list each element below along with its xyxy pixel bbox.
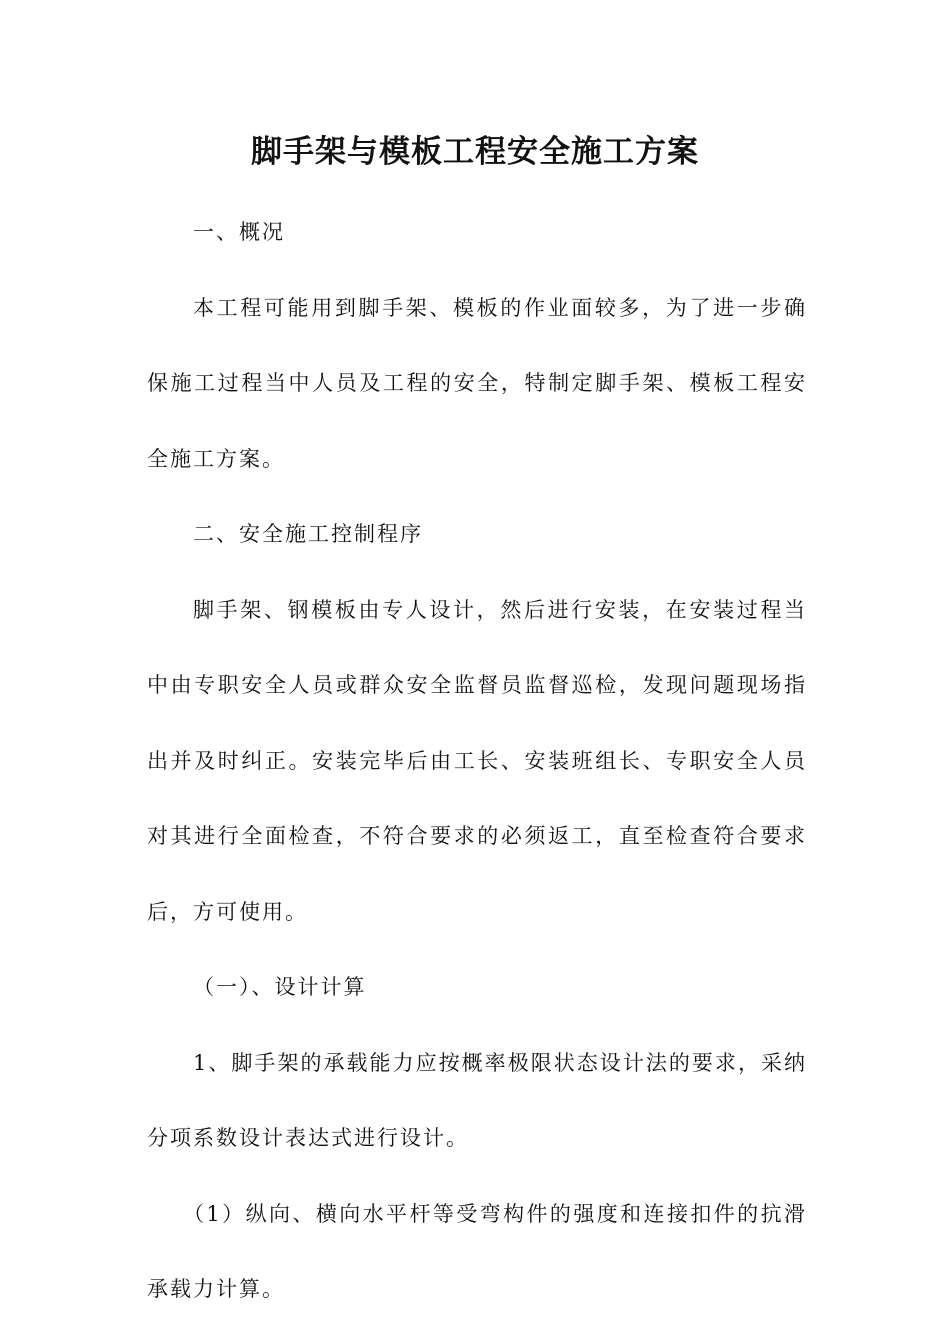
subsection-heading-design-calculation: （一）、设计计算 <box>193 975 367 999</box>
section-heading-control-procedure: 二、安全施工控制程序 <box>193 522 423 546</box>
paragraph-control-procedure: 脚手架、钢模板由专人设计，然后进行安装，在安装过程当中由专职安全人员或群众安全监督员监督巡检，发现问题现场指出并及时纠正。安装完毕后由工长、安装班组长、专职安全人员对其进行全面检查，不符合要求的必须返工，直至检查符合要求后，方可使用。 <box>147 597 807 924</box>
paragraph-overview: 本工程可能用到脚手架、模板的作业面较多，为了进一步确保施工过程当中人员及工程的安全，特制定脚手架、模板工程安全施工方案。 <box>147 295 807 471</box>
section-heading-overview: 一、概况 <box>193 220 285 244</box>
document-title: 脚手架与模板工程安全施工方案 <box>251 134 699 170</box>
document-body <box>147 195 807 1328</box>
paragraph-item-1-1: （1）纵向、横向水平杆等受弯构件的强度和连接扣件的抗滑承载力计算。 <box>147 1201 807 1301</box>
paragraph-item-1: 1、脚手架的承载能力应按概率极限状态设计法的要求，采纳分项系数设计表达式进行设计。 <box>147 1050 807 1150</box>
